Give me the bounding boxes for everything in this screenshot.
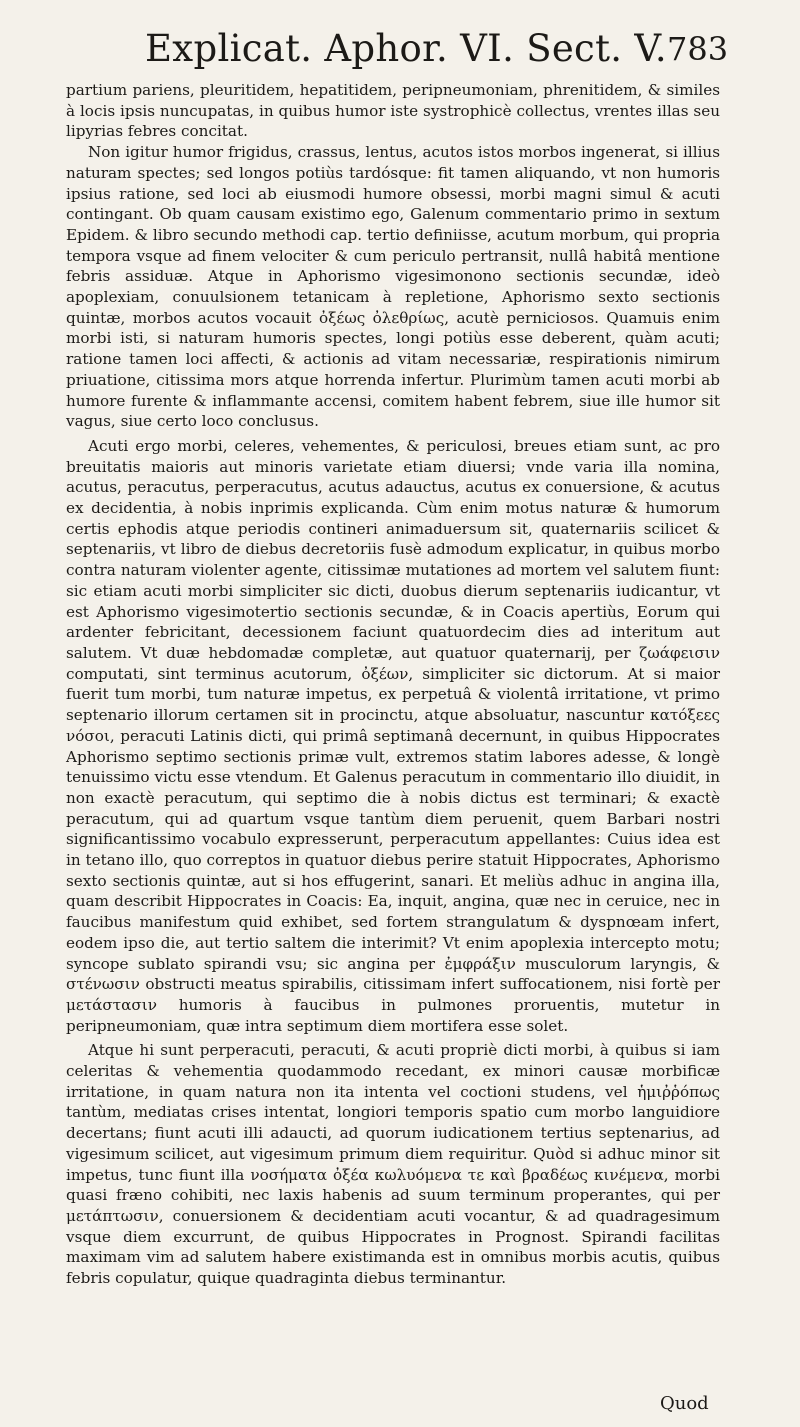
paragraph: Non igitur humor frigidus, crassus, lentus, acutos istos morbos ingenerat, si illius naturam spectes; sed longos potiùs tardósque: fit tamen aliquando, vt non humoris ipsius ratione, sed loci ab eiusmodi humore obsessi, morbi magni simul & acuti contingant. Ob quam causam existimo ego, Galenum commentario primo in sextum Epidem. & libro secundo methodi cap. tertio definiisse, acutum morbum, qui propria tempora vsque ad finem velociter & cum periculo pertransit, nullâ habitâ mentione febris assiduæ. Atque in Aphorismo vigesimonono sectionis secundæ, ideò apoplexiam, conuulsionem tetanicam à repletione, Aphorismo sexto sectionis quintæ, morbos acutos vocauit ὀξέως ὀλεθρίως, acutè perniciosos. Quamuis enim morbi isti, si naturam humoris spectes, longi potiùs esse deberent, quàm acuti; ratione tamen loci affecti, & actionis ad vitam necessariæ, respirationis nimirum priuatione, citissima mors atque horrenda infertur. Plurimùm tamen acuti morbi ab humore furente & inflammante accensi, comitem habent febrem, siue ille humor sit vagus, siue certo loco conclusus.: [66, 143, 720, 431]
running-title: Explicat. Aphor. VI. Sect. V.: [145, 27, 667, 70]
catchword: Quod: [660, 1393, 709, 1414]
paragraph: Atque hi sunt perperacuti, peracuti, & acuti propriè dicti morbi, à quibus si iam celeritas & vehementia quodammodo recedant, ex minori causæ morbificæ irritatione, in quam natura non ita intenta vel coctioni studens, vel ἡμιῤῥόπως tantùm, mediatas crises intentat, longiori temporis spatio cum morbo languidiore decertans; fiunt acuti illi adaucti, ad quorum iudicationem tertius septenarius, ad vigesimum scilicet, aut vigesimum primum diem requiritur. Quòd si adhuc minor sit impetus, tunc fiunt illa νοσήματα ὀξέα κωλυόμενα τε καὶ βραδέως κινέμενα, morbi quasi fræno cohibiti, nec laxis habenis ad suum terminum properantes, qui per μετάπτωσιν, conuersionem & decidentiam acuti vocantur, & ad quadragesimum vsque diem excurrunt, de quibus Hippocrates in Prognost. Spirandi facilitas maximam vim ad salutem habere existimanda est in omnibus morbis acutis, quibus febris copulatur, quique quadraginta diebus terminantur.: [66, 1041, 720, 1288]
text-body: [66, 80, 720, 1289]
paragraph: Acuti ergo morbi, celeres, vehementes, & periculosi, breues etiam sunt, ac pro breuitatis maioris aut minoris varietate etiam diuersi; vnde varia illa nomina, acutus, peracutus, perperacutus, acutus adauctus, acutus ex conuersione, & acutus ex decidentia, à nobis inprimis explicanda. Cùm enim motus naturæ & humorum certis ephodis atque periodis contineri animaduersum sit, quaternariis scilicet & septenariis, vt libro de diebus decretoriis fusè admodum explicatur, in quibus morbo contra naturam violenter agente, citissimæ mutationes ad mortem vel salutem fiunt: sic etiam acuti morbi simpliciter sic dicti, duobus dierum septenariis iudicantur, vt est Aphorismo vigesimotertio sectionis secundæ, & in Coacis apertiùs, Eorum qui ardenter febricitant, decessionem faciunt quatuordecim dies ad interitum aut salutem. Vt duæ hebdomadæ completæ, aut quatuor quaternarij, per ζωάφεισιν computati, sint terminus acutorum, ὀξέων, simpliciter sic dictorum. At si maior fuerit tum morbi, tum naturæ impetus, ex perpetuâ & violentâ irritatione, vt primo septenario illorum certamen sit in procinctu, atque absoluatur, nascuntur κατόξεες νόσοι, peracuti Latinis dicti, qui primâ septimanâ decernunt, in quibus Hippocrates Aphorismo septimo sectionis primæ vult, extremos statim labores adesse, & longè tenuissimo victu esse vtendum. Et Galenus peracutum in commentario illo diuidit, in non exactè peracutum, qui septimo die à nobis dictus est terminari; & exactè peracutum, qui ad quartum vsque tantùm diem peruenit, quem Barbari nostri significantissimo vocabulo expresserunt, perperacutum appellantes: Cuius idea est in tetano illo, quo correptos in quatuor diebus perire statuit Hippocrates, Aphorismo sexto sectionis quintæ, aut si hos effugerint, sanari. Et meliùs adhuc in angina illa, quam describit Hippocrates in Coacis: Ea, inquit, angina, quæ nec in ceruice, nec in faucibus manifestum quid exhibet, sed fortem strangulatum & dyspnœam infert, eodem ipso die, aut tertio saltem die interimit? Vt enim apoplexia intercepto motu; syncope sublato spirandi vsu; sic angina per ἐμφράξιν musculorum laryngis, & στένωσιν obstructi meatus spirabilis, citissimam infert suffocationem, nisi fortè per μετάστασιν humoris à faucibus in pulmones proruentis, mutetur in peripneumoniam, quæ intra septimum diem mortifera esse solet.: [66, 436, 720, 1035]
paragraph: partium pariens, pleuritidem, hepatitidem, peripneumoniam, phrenitidem, & similes à locis ipsis nuncupatas, in quibus humor iste systrophicè collectus, vrentes illas seu lipyrias febres concitat.: [66, 81, 720, 141]
page-number: 783: [666, 30, 729, 68]
page-header: [145, 24, 729, 74]
